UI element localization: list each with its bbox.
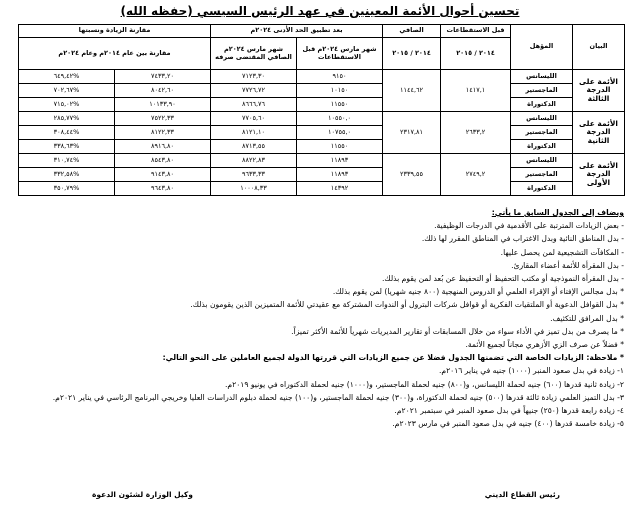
signature-right bbox=[485, 490, 560, 499]
group-name: الأئمة على الدرجة الثانية bbox=[573, 112, 625, 154]
march-net-cell: ١٠٠٠٨,٣٣ bbox=[211, 182, 297, 196]
pct-cell: %٧١٥,٠٢ bbox=[19, 98, 115, 112]
table-row bbox=[19, 154, 625, 168]
diff-cell: ٩٦٤٣,٨٠ bbox=[115, 182, 211, 196]
notes-intro: ويضاف إلى الجدول السابق ما يأتي: bbox=[491, 208, 624, 217]
diff-cell: ٩١٤٣,٨٠ bbox=[115, 168, 211, 182]
note-item: * بدل مجالس الإفتاء أو الإقراء العلمي أو الدروس المنهجية (٨٠٠ جنيه شهريا) لمن يقوم بذلك. bbox=[332, 287, 624, 297]
march-net-cell: ٨٨٢٢,٨٣ bbox=[211, 154, 297, 168]
net-2014-cell: ٢٣٣٩,٥٥ bbox=[383, 154, 441, 196]
march-before-cell: ١١٨٩٣ bbox=[297, 168, 383, 182]
table-row bbox=[19, 84, 625, 98]
qualification-cell: الدكتوراة bbox=[511, 98, 573, 112]
march-before-cell: ١١٥٥٠ bbox=[297, 98, 383, 112]
header-category: البيان bbox=[573, 25, 625, 70]
special-item: ٣- بدل التميز العلمي زيادة ثالثة قدرها (٥٠٠) جنيه لحملة الدكتوراة، و(٣٠٠) جنيه لحملة الماجستير، و(١٠٠) جنيه لحملة دبلوم الدراسات العليا وخريجي البرنامج الرئاسي في يناير ٢٠٢١م. bbox=[52, 392, 624, 402]
march-net-cell: ٨٧١٣,٥٥ bbox=[211, 140, 297, 154]
header-comparison-sub: مقارنة بين عام ٢٠١٤م وعام ٢٠٢٤م bbox=[19, 38, 211, 70]
before-2014-cell: ٢٦٣٣,٢ bbox=[441, 112, 511, 154]
march-before-cell: ١٤٣٩٢ bbox=[297, 182, 383, 196]
header-march-net: شهر مارس ٢٠٢٤م الصافي المقتضى صرفه bbox=[211, 38, 297, 70]
group-name: الأئمة على الدرجة الثالثة bbox=[573, 70, 625, 112]
table-row bbox=[19, 140, 625, 154]
march-net-cell: ٧٧٢٦,٧٢ bbox=[211, 84, 297, 98]
special-item: ٢- زيادة ثانية قدرها (٦٠٠) جنيه لحملة الليسانس، و(٨٠٠) جنيه لحملة الماجستير، و(١٠٠٠) جنيه لحملة الدكتوراه في يونيو ٢٠١٩م. bbox=[225, 379, 624, 389]
table-row bbox=[19, 98, 625, 112]
pct-cell: %٦٤٩,٤٢ bbox=[19, 70, 115, 84]
header-after-min-wage: بعد تطبيق الحد الأدنى ٢٠٢٤م bbox=[211, 25, 383, 38]
table-row bbox=[19, 112, 625, 126]
march-before-cell: ١١٨٩٣ bbox=[297, 154, 383, 168]
diff-cell: ٨٥٤٣,٨٠ bbox=[115, 154, 211, 168]
march-before-cell: ١٠١٥٠ bbox=[297, 84, 383, 98]
header-march-before: شهر مارس ٢٠٢٤م قبل الاستقطاعات bbox=[297, 38, 383, 70]
header-period-1: ٢٠١٤ / ٢٠١٥ bbox=[441, 38, 511, 70]
signature-right-title: رئيس القطاع الديني bbox=[484, 490, 560, 499]
diff-cell: ٧٤٣٣,٢٠ bbox=[115, 70, 211, 84]
header-qualification: المؤهل bbox=[511, 25, 573, 70]
pct-cell: %٣١٠,٧٤ bbox=[19, 154, 115, 168]
note-item: * بدل القوافل الدعوية أو الملتقيات الفكرية أو قوافل شركات البترول أو الندوات المشتركة مع عقيدتي للأئمة المتميزين الذين يقومون بذلك. bbox=[190, 300, 624, 310]
header-comparison: مقارنة الزيادة ونسبتها bbox=[19, 25, 211, 38]
march-net-cell: ٨٦٦٦,٧٦ bbox=[211, 98, 297, 112]
pct-cell: %٣٣٨,٦٣ bbox=[19, 140, 115, 154]
pct-cell: %٣٣٢,٥٨ bbox=[19, 168, 115, 182]
qualification-cell: الليسانس bbox=[511, 70, 573, 84]
qualification-cell: الماجستير bbox=[511, 126, 573, 140]
header-net: الصافي bbox=[383, 25, 441, 38]
march-before-cell: ٩١٥٠ bbox=[297, 70, 383, 84]
header-period-2: ٢٠١٤ / ٢٠١٥ bbox=[383, 38, 441, 70]
march-net-cell: ٨١٢١,١٠ bbox=[211, 126, 297, 140]
note-item: * فضلاً عن صرف الزي الأزهري مجاناً لجميع الأئمة. bbox=[465, 340, 624, 350]
note-item: * بدل المرافق للتكثيف. bbox=[550, 313, 624, 323]
signature-left bbox=[92, 490, 193, 499]
table-row bbox=[19, 168, 625, 182]
table-row bbox=[19, 182, 625, 196]
note-item: - بدل المناطق النائية وبدل الاغتراب في المناطق المقرر لها ذلك. bbox=[421, 234, 624, 244]
pct-cell: %٧٠٢,٦٧ bbox=[19, 84, 115, 98]
note-item: - بعض الزيادات المترتبة على الأقدمية في الدرجات الوظيفية. bbox=[434, 221, 624, 231]
special-item: ١- زيادة في بدل صعود المنبر (١٠٠٠) جنيه في يناير ٢٠١٦م. bbox=[438, 366, 624, 376]
pct-cell: %٢٨٥,٧٧ bbox=[19, 112, 115, 126]
pct-cell: %٣٠٨,٤٤ bbox=[19, 126, 115, 140]
qualification-cell: الماجستير bbox=[511, 84, 573, 98]
notes-section bbox=[14, 206, 624, 430]
header-before: قبل الاستقطاعات bbox=[441, 25, 511, 38]
qualification-cell: الدكتوراة bbox=[511, 140, 573, 154]
march-net-cell: ٧٧٠٥,٦٠ bbox=[211, 112, 297, 126]
salary-table bbox=[18, 24, 625, 196]
march-net-cell: ٧١٢٣,٣٠ bbox=[211, 70, 297, 84]
diff-cell: ٨٠٤٢,٦٠ bbox=[115, 84, 211, 98]
document-title bbox=[0, 4, 640, 18]
qualification-cell: الماجستير bbox=[511, 168, 573, 182]
diff-cell: ٨١٢٢,٣٣ bbox=[115, 126, 211, 140]
table-row bbox=[19, 70, 625, 84]
signature-left-title: وكيل الوزارة لشئون الدعوة bbox=[92, 490, 193, 499]
net-2014-cell: ١١٤٤,٦٢ bbox=[383, 70, 441, 112]
net-2014-cell: ٢٣١٧,٨١ bbox=[383, 112, 441, 154]
pct-cell: %٣٥٠,٧٩ bbox=[19, 182, 115, 196]
march-before-cell: ١١٥٥٠ bbox=[297, 140, 383, 154]
note-item: - بدل المقرأة للأئمة أعضاء المقارئ. bbox=[511, 260, 624, 270]
special-note-label: * ملاحظة: الزيادات الخاصة التي تضمنها الجدول فضلا عن جميع الزيادات التي قررتها الدولة لجميع العاملين على النحو التالي: bbox=[162, 353, 624, 363]
special-item: ٥- زيادة خامسة قدرها (٤٠٠) جنيه في بدل صعود المنبر في مارس ٢٠٢٣م. bbox=[392, 419, 624, 429]
note-item: - المكافآت التشجيعية لمن يحصل عليها. bbox=[500, 247, 624, 257]
qualification-cell: الليسانس bbox=[511, 154, 573, 168]
diff-cell: ٨٩١٦,٨٠ bbox=[115, 140, 211, 154]
table-row bbox=[19, 126, 625, 140]
title-text: تحسين أحوال الأئمة المعينين في عهد الرئيس السيسي (حفظه الله) bbox=[120, 4, 520, 18]
qualification-cell: الدكتوراة bbox=[511, 182, 573, 196]
special-item: ٤- زيادة رابعة قدرها (٢٥٠) جنيهاً في بدل صعود المنبر في سبتمبر ٢٠٢١م. bbox=[394, 406, 624, 416]
march-before-cell: ١٠٥٥٠,٠ bbox=[297, 112, 383, 126]
diff-cell: ١٠١٣٣,٩٠ bbox=[115, 98, 211, 112]
qualification-cell: الليسانس bbox=[511, 112, 573, 126]
note-item: * ما يصرف من بدل تميز في الأداء سواء من خلال المسابقات أو تقارير المديريات شهرياً للأئمة الأكثر تميزاً. bbox=[291, 326, 624, 336]
note-item: - بدل المقرأة النموذجية أو مكتب التحفيظ أو التحفيظ عن بُعد لمن يقوم بذلك. bbox=[382, 274, 624, 284]
before-2014-cell: ١٤١٧,١ bbox=[441, 70, 511, 112]
before-2014-cell: ٢٧٤٩,٢ bbox=[441, 154, 511, 196]
march-net-cell: ٩٦٣٣,٣٣ bbox=[211, 168, 297, 182]
diff-cell: ٧٥٢٢,٣٣ bbox=[115, 112, 211, 126]
group-name: الأئمة على الدرجة الأولى bbox=[573, 154, 625, 196]
march-before-cell: ١٠٧٥٥,٠ bbox=[297, 126, 383, 140]
